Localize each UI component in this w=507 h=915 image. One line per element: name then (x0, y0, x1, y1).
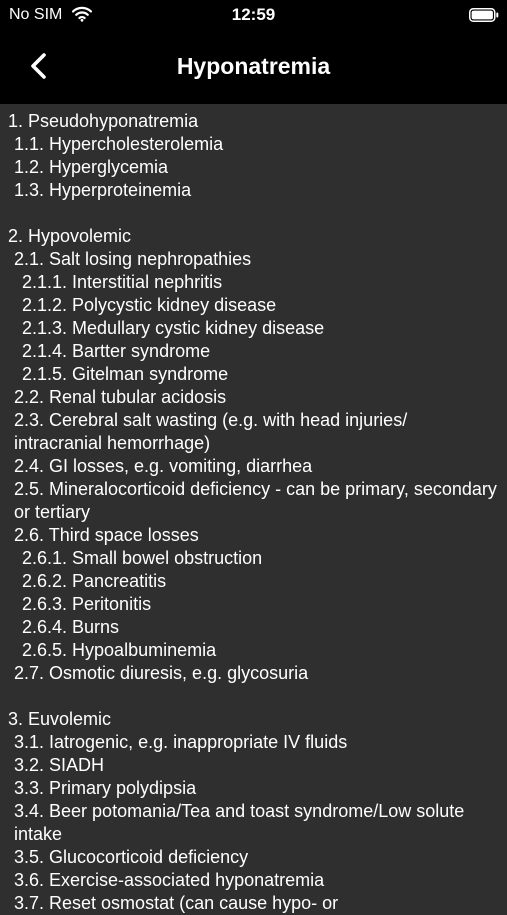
back-button[interactable] (22, 48, 58, 84)
outline-item: 3.1. Iatrogenic, e.g. inappropriate IV fluids (14, 732, 348, 752)
section-spacer (8, 685, 499, 708)
outline-item: 2.1.1. Interstitial nephritis (22, 272, 223, 292)
outline-heading: 2. Hypovolemic (8, 226, 132, 246)
outline-item: 2.6.4. Burns (22, 617, 120, 637)
outline-item: 3.4. Beer potomania/Tea and toast syndrome/Low solute intake (14, 801, 465, 844)
outline-item: 2.1.5. Gitelman syndrome (22, 364, 229, 384)
outline-item: 2.1.4. Bartter syndrome (22, 341, 211, 361)
outline-item: 3.2. SIADH (14, 755, 105, 775)
outline-item: 3.3. Primary polydipsia (14, 778, 197, 798)
outline-item: 2.6.5. Hypoalbuminemia (22, 640, 217, 660)
carrier-label: No SIM (9, 6, 63, 23)
outline-section (8, 225, 499, 685)
outline-item: 1.3. Hyperproteinemia (14, 180, 192, 200)
outline-item: 2.1.3. Medullary cystic kidney disease (22, 318, 325, 338)
outline-item: 1.1. Hypercholesterolemia (14, 134, 224, 154)
outline-item: 3.7. Reset osmostat (can cause hypo- or (14, 893, 339, 913)
outline-item: 2.4. GI losses, e.g. vomiting, diarrhea (14, 456, 313, 476)
status-bar (0, 0, 507, 30)
battery-icon (469, 7, 499, 23)
outline-item: 2.7. Osmotic diuresis, e.g. glycosuria (14, 663, 309, 683)
classification-list (0, 104, 507, 915)
outline-item: 2.6.3. Peritonitis (22, 594, 152, 614)
outline-item: 2.1.2. Polycystic kidney disease (22, 295, 277, 315)
outline-item: 2.1. Salt losing nephropathies (14, 249, 252, 269)
outline-section (8, 708, 499, 915)
outline-heading: 1. Pseudohyponatremia (8, 111, 199, 131)
outline-item: 3.6. Exercise-associated hyponatremia (14, 870, 325, 890)
outline-item: 2.6. Third space losses (14, 525, 199, 545)
outline-heading: 3. Euvolemic (8, 709, 112, 729)
outline-item: 3.5. Glucocorticoid deficiency (14, 847, 249, 867)
page-title: Hyponatremia (176, 53, 331, 79)
status-time: 12:59 (231, 5, 276, 24)
section-spacer (8, 202, 499, 225)
outline-section (8, 110, 499, 202)
outline-item: 2.5. Mineralocorticoid deficiency - can be primary, secondary or tertiary (14, 479, 497, 522)
outline-item: 2.2. Renal tubular acidosis (14, 387, 227, 407)
navigation-bar (0, 30, 507, 104)
outline-item: 2.6.1. Small bowel obstruction (22, 548, 263, 568)
outline-item: 2.3. Cerebral salt wasting (e.g. with head injuries/ intracranial hemorrhage) (14, 410, 408, 453)
outline-item: 1.2. Hyperglycemia (14, 157, 169, 177)
chevron-left-icon (22, 48, 58, 84)
content-scroll-area[interactable] (0, 104, 507, 913)
outline-item: 2.6.2. Pancreatitis (22, 571, 167, 591)
